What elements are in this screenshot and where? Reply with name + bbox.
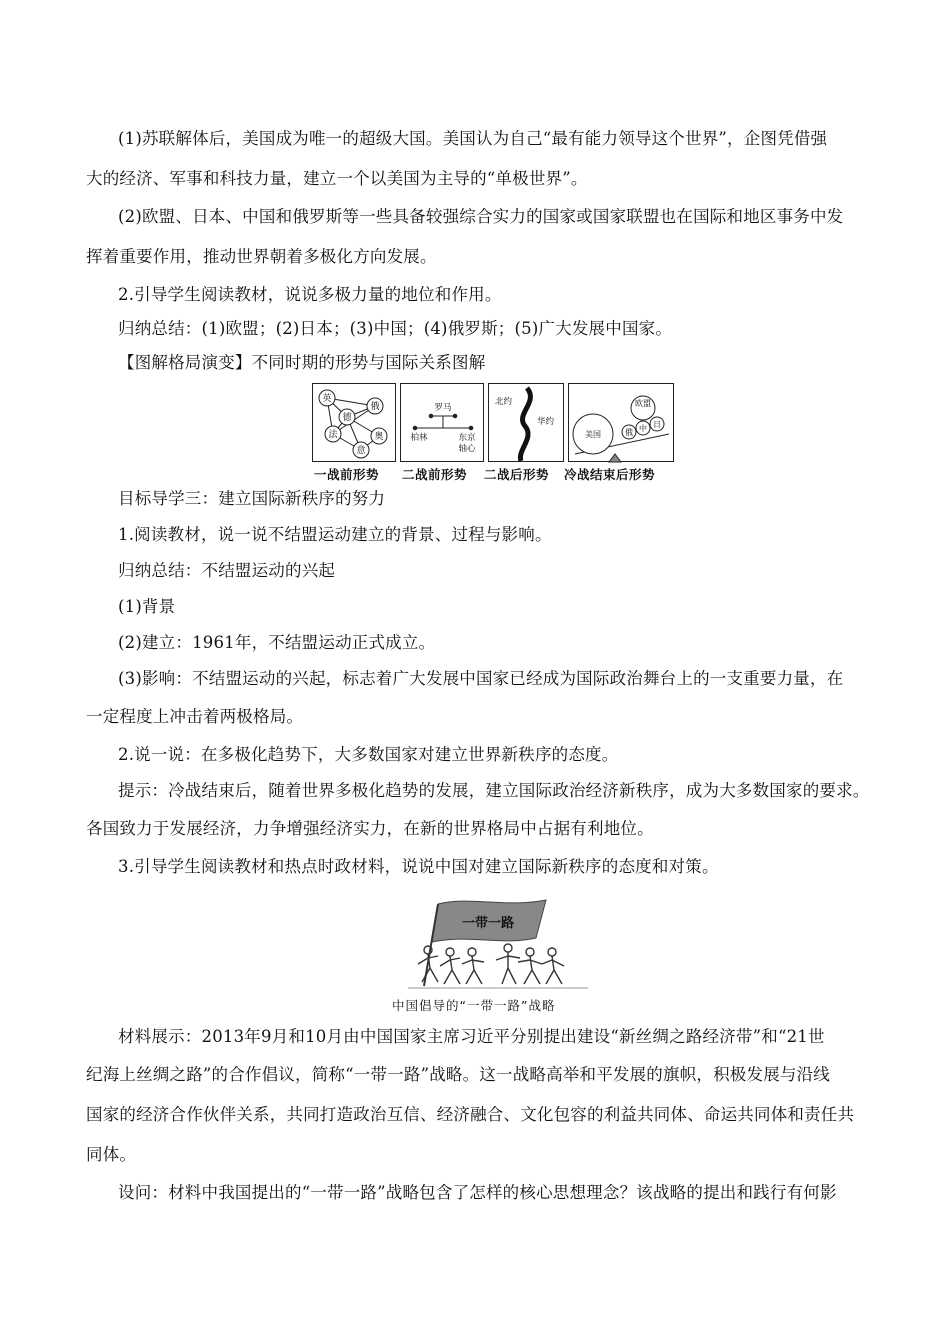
panel-post-ww2 [488, 383, 564, 462]
paragraph-2-line-2: 挥着重要作用，推动世界朝着多极化方向发展。 [86, 247, 437, 266]
paragraph-2-line-1: (2)欧盟、日本、中国和俄罗斯等一些具备较强综合实力的国家或国家联盟也在国际和地区事务中发 [118, 207, 844, 226]
paragraph-13-line-1: 提示：冷战结束后，随着世界多极化趋势的发展，建立国际政治经济新秩序，成为大多数国家的要求。 [118, 781, 870, 800]
paragraph-15-line-3: 国家的经济合作伙伴关系，共同打造政治互信、经济融合、文化包容的利益共同体、命运共同体和责任共 [86, 1105, 855, 1124]
label-rome: 罗马 [434, 403, 452, 413]
label-russia: 俄 [370, 402, 380, 412]
paragraph-1-line-2: 大的经济、军事和科技力量，建立一个以美国为主导的“单极世界”。 [86, 169, 588, 188]
paragraph-3: 2.引导学生阅读教材，说说多极力量的地位和作用。 [118, 285, 502, 304]
paragraph-16: 设问：材料中我国提出的“一带一路”战略包含了怎样的核心思想理念？该战略的提出和践行有何影 [118, 1183, 837, 1202]
panel-pre-ww2 [400, 383, 484, 462]
paragraph-13-line-2: 各国致力于发展经济，力争增强经济实力，在新的世界格局中占据有利地位。 [86, 819, 654, 838]
label-warsaw-pact: 华约 [537, 417, 555, 427]
paragraph-10: (2)建立：1961年，不结盟运动正式成立。 [118, 633, 436, 652]
figure-captions [312, 465, 674, 483]
figure-world-pattern-evolution [312, 383, 674, 483]
paragraph-4: 归纳总结：(1)欧盟；(2)日本；(3)中国；(4)俄罗斯；(5)广大发展中国家。 [118, 319, 673, 338]
flag-text: 一带一路 [461, 916, 515, 931]
label-russia-2: 俄 [625, 428, 633, 437]
label-usa: 美国 [585, 430, 601, 439]
caption-pre-ww2: 二战前形势 [402, 467, 468, 482]
paragraph-12: 2.说一说：在多极化趋势下，大多数国家对建立世界新秩序的态度。 [118, 745, 619, 764]
label-eu: 欧盟 [635, 399, 651, 408]
label-germany: 德 [342, 413, 352, 423]
label-britain: 英 [322, 394, 332, 404]
caption-post-ww2: 二战后形势 [484, 467, 550, 482]
label-berlin: 柏林 [410, 433, 428, 443]
paragraph-7: 1.阅读教材，说一说不结盟运动建立的背景、过程与影响。 [118, 525, 552, 544]
figure-belt-and-road [392, 894, 598, 1016]
label-austria: 奥 [374, 432, 384, 442]
paragraph-8: 归纳总结：不结盟运动的兴起 [118, 561, 336, 580]
label-france: 法 [328, 430, 338, 440]
caption-post-cold-war: 冷战结束后形势 [564, 467, 656, 482]
paragraph-15-line-1: 材料展示：2013年9月和10月由中国国家主席习近平分别提出建设“新丝绸之路经济带”和“21世 [118, 1027, 825, 1046]
paragraph-9: (1)背景 [118, 597, 176, 616]
paragraph-1-line-1: (1)苏联解体后，美国成为唯一的超级大国。美国认为自己“最有能力领导这个世界”，企图凭借强 [118, 129, 828, 148]
caption-pre-ww1: 一战前形势 [314, 467, 380, 482]
panel-post-cold-war [568, 383, 674, 462]
paragraph-15-line-2: 纪海上丝绸之路”的合作倡议，简称“一带一路”战略。这一战略高举和平发展的旗帜，积极发展与沿线 [86, 1065, 831, 1084]
label-italy: 意 [356, 446, 366, 456]
label-axis: 轴心 [458, 444, 476, 454]
label-china: 中 [639, 424, 647, 433]
paragraph-11-line-1: (3)影响：不结盟运动的兴起，标志着广大发展中国家已经成为国际政治舞台上的一支重要力量，在 [118, 669, 844, 688]
paragraph-6: 目标导学三：建立国际新秩序的努力 [118, 489, 386, 508]
label-japan: 日 [653, 420, 661, 429]
paragraph-14: 3.引导学生阅读教材和热点时政材料，说说中国对建立国际新秩序的态度和对策。 [118, 857, 719, 876]
paragraph-15-line-4: 同体。 [86, 1145, 137, 1164]
figure-belt-and-road-caption: 中国倡导的“一带一路”战略 [392, 998, 556, 1013]
label-tokyo: 东京 [458, 433, 476, 443]
paragraph-11-line-2: 一定程度上冲击着两极格局。 [86, 707, 304, 726]
paragraph-5: 【图解格局演变】不同时期的形势与国际关系图解 [118, 353, 486, 372]
label-nato: 北约 [495, 397, 513, 407]
panel-pre-ww1 [312, 383, 396, 462]
